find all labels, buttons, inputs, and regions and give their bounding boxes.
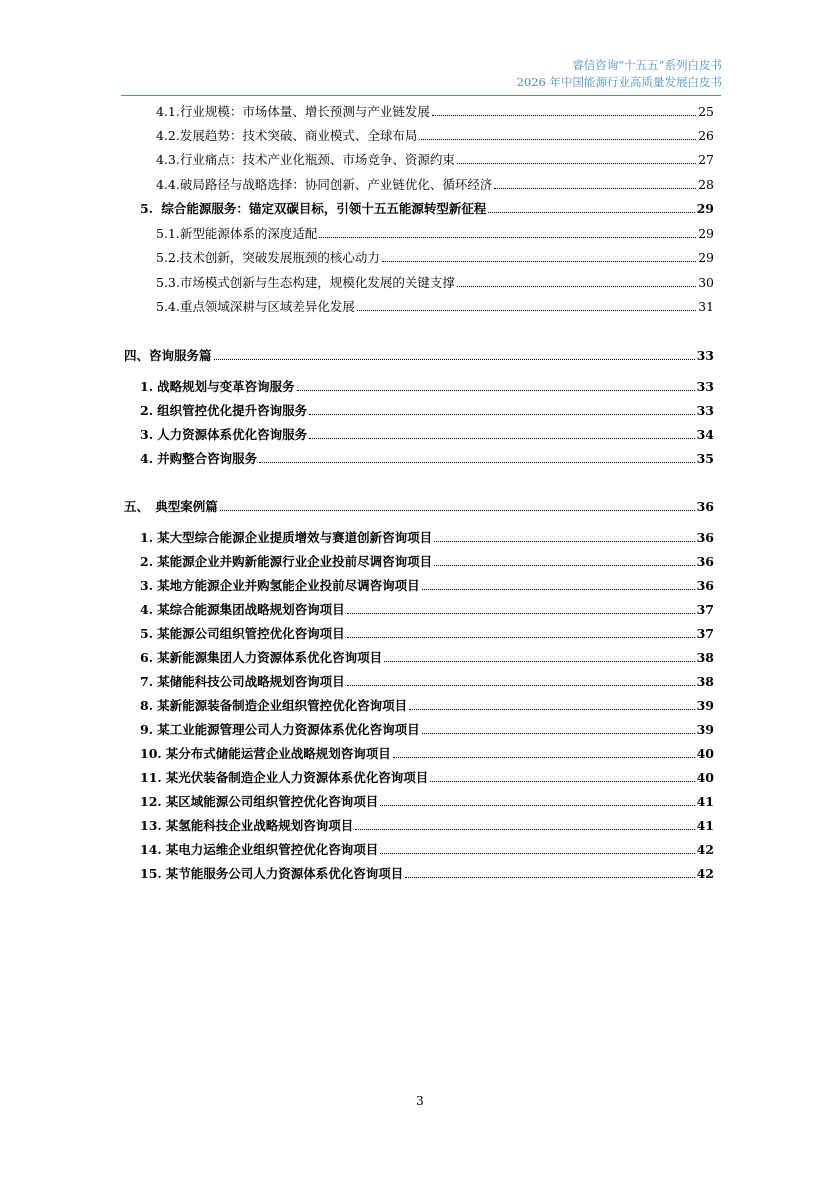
toc-leader-dots — [393, 757, 695, 758]
toc-leader-dots — [488, 212, 694, 213]
toc-entry-page: 36 — [696, 499, 714, 514]
toc-entry-title: 某氢能科技企业战略规划咨询项目 — [165, 818, 354, 833]
page-number: 3 — [416, 1094, 424, 1108]
toc-leader-dots — [259, 462, 695, 463]
toc-entry-title: 某新能源集团人力资源体系优化咨询项目 — [157, 650, 383, 665]
toc-entry-title: 4.2.发展趋势：技术突破、商业模式、全球布局 — [156, 128, 418, 143]
toc-entry-number: 6. — [140, 650, 154, 665]
toc-entry-page: 42 — [696, 866, 714, 881]
toc-entry-number: 10. — [140, 746, 162, 761]
toc-case-3[interactable] — [140, 576, 714, 594]
toc-entry-page: 37 — [696, 626, 714, 641]
toc-entry-number: 1. — [140, 530, 154, 545]
toc-entry-title: 综合能源服务：锚定双碳目标，引领十五五能源转型新征程 — [161, 201, 487, 216]
toc-entry-number: 3. — [140, 578, 154, 593]
toc-case-13[interactable] — [140, 816, 714, 834]
toc-entry-page: 40 — [696, 770, 714, 785]
toc-entry-number: 13. — [140, 818, 162, 833]
toc-case-11[interactable] — [140, 768, 714, 786]
toc-part-4[interactable] — [124, 346, 714, 364]
toc-leader-dots — [347, 685, 695, 686]
toc-entry-page: 34 — [696, 427, 714, 442]
toc-entry-number: 11. — [140, 770, 162, 785]
toc-leader-dots — [309, 414, 695, 415]
toc-entry-4-3[interactable] — [156, 150, 714, 168]
toc-entry-title: 某能源企业并购新能源行业企业投前尽调咨询项目 — [157, 554, 433, 569]
toc-entry-4-4[interactable] — [156, 175, 714, 193]
toc-entry-number: 7. — [140, 674, 154, 689]
toc-entry-title: 某工业能源管理公司人力资源体系优化咨询项目 — [157, 722, 420, 737]
toc-entry-title: 某地方能源企业并购氢能企业投前尽调咨询项目 — [157, 578, 420, 593]
toc-entry-number: 9. — [140, 722, 154, 737]
toc-entry-4-2[interactable] — [156, 126, 714, 144]
toc-entry-title: 某大型综合能源企业提质增效与赛道创新咨询项目 — [157, 530, 433, 545]
toc-entry-page: 42 — [696, 842, 714, 857]
toc-case-4[interactable] — [140, 600, 714, 618]
toc-entry-page: 30 — [698, 275, 714, 290]
toc-entry-title: 5.3.市场模式创新与生态构建，规模化发展的关键支撑 — [156, 275, 455, 290]
toc-case-10[interactable] — [140, 744, 714, 762]
toc-case-12[interactable] — [140, 792, 714, 810]
toc-entry-title: 战略规划与变革咨询服务 — [157, 379, 295, 394]
toc-entry-4-service-1[interactable] — [140, 377, 714, 395]
toc-entry-number: 5. — [140, 626, 154, 641]
toc-entry-number: 4. — [140, 602, 154, 617]
toc-entry-page: 38 — [696, 674, 714, 689]
toc-leader-dots — [434, 565, 695, 566]
toc-leader-dots — [357, 310, 696, 311]
toc-entry-4-service-4[interactable] — [140, 449, 714, 467]
toc-leader-dots — [434, 541, 695, 542]
toc-entry-title: 某分布式储能运营企业战略规划咨询项目 — [165, 746, 391, 761]
toc-entry-5-3[interactable] — [156, 273, 714, 291]
toc-leader-dots — [432, 115, 696, 116]
toc-entry-title: 某储能科技公司战略规划咨询项目 — [157, 674, 345, 689]
toc-entry-title: 4.3.行业痛点：技术产业化瓶颈、市场竞争、资源约束 — [156, 152, 455, 167]
toc-leader-dots — [457, 286, 696, 287]
toc-case-7[interactable] — [140, 672, 714, 690]
toc-entry-page: 40 — [696, 746, 714, 761]
toc-leader-dots — [297, 390, 695, 391]
toc-entry-page: 29 — [698, 250, 714, 265]
toc-entry-page: 36 — [696, 554, 714, 569]
toc-entry-title: 5.2.技术创新，突破发展瓶颈的核心动力 — [156, 250, 380, 265]
toc-entry-number: 5. — [140, 201, 154, 216]
toc-leader-dots — [405, 877, 694, 878]
toc-leader-dots — [419, 139, 696, 140]
toc-leader-dots — [220, 510, 695, 511]
toc-case-14[interactable] — [140, 840, 714, 858]
header-series-title: 睿信咨询“十五五”系列白皮书 — [572, 58, 722, 72]
toc-entry-4-1[interactable] — [156, 102, 714, 120]
toc-leader-dots — [309, 438, 695, 439]
toc-entry-page: 33 — [696, 403, 714, 418]
toc-leader-dots — [382, 261, 696, 262]
toc-leader-dots — [422, 589, 695, 590]
toc-case-2[interactable] — [140, 552, 714, 570]
toc-entry-page: 35 — [696, 451, 714, 466]
toc-entry-5-1[interactable] — [156, 224, 714, 242]
toc-entry-number: 14. — [140, 842, 162, 857]
toc-entry-title: 某综合能源集团战略规划咨询项目 — [157, 602, 345, 617]
toc-entry-number: 2. — [140, 403, 154, 418]
toc-leader-dots — [457, 163, 696, 164]
toc-entry-title: 4.1.行业规模：市场体量、增长预测与产业链发展 — [156, 104, 430, 119]
toc-entry-number: 8. — [140, 698, 154, 713]
toc-leader-dots — [355, 829, 694, 830]
toc-entry-page: 31 — [698, 299, 714, 314]
toc-leader-dots — [380, 805, 694, 806]
toc-entry-title: 某区域能源公司组织管控优化咨询项目 — [165, 794, 379, 809]
header-report-title: 2026 年中国能源行业高质量发展白皮书 — [516, 75, 722, 89]
toc-entry-title: 并购整合咨询服务 — [157, 451, 258, 466]
toc-entry-4-service-2[interactable] — [140, 401, 714, 419]
toc-case-9[interactable] — [140, 720, 714, 738]
toc-entry-title: 组织管控优化提升咨询服务 — [157, 403, 308, 418]
toc-case-5[interactable] — [140, 624, 714, 642]
toc-entry-page: 36 — [696, 578, 714, 593]
toc-entry-title: 某电力运维企业组织管控优化咨询项目 — [165, 842, 379, 857]
toc-leader-dots — [214, 359, 695, 360]
page-header — [517, 57, 722, 91]
toc-entry-title: 某新能源装备制造企业组织管控优化咨询项目 — [157, 698, 408, 713]
toc-entry-page: 37 — [696, 602, 714, 617]
toc-part-title: 四、咨询服务篇 — [124, 348, 212, 363]
toc-part-5[interactable] — [124, 497, 714, 515]
toc-entry-page: 41 — [696, 818, 714, 833]
toc-entry-5-4[interactable] — [156, 297, 714, 315]
toc-entry-title: 某光伏装备制造企业人力资源体系优化咨询项目 — [165, 770, 429, 785]
toc-entry-page: 36 — [696, 530, 714, 545]
toc-entry-5-2[interactable] — [156, 248, 714, 266]
toc-leader-dots — [384, 661, 695, 662]
toc-case-15[interactable] — [140, 864, 714, 882]
toc-entry-number: 2. — [140, 554, 154, 569]
toc-entry-page: 29 — [696, 201, 714, 216]
toc-entry-title: 某节能服务公司人力资源体系优化咨询项目 — [165, 866, 404, 881]
toc-entry-number: 4. — [140, 451, 154, 466]
toc-entry-title: 5.1.新型能源体系的深度适配 — [156, 226, 318, 241]
toc-entry-page: 39 — [696, 722, 714, 737]
toc-leader-dots — [347, 637, 695, 638]
toc-case-8[interactable] — [140, 696, 714, 714]
toc-entry-page: 26 — [698, 128, 714, 143]
toc-leader-dots — [409, 709, 695, 710]
toc-entry-title: 5.4.重点领域深耕与区域差异化发展 — [156, 299, 355, 314]
toc-entry-page: 27 — [698, 152, 714, 167]
toc-entry-title: 人力资源体系优化咨询服务 — [157, 427, 308, 442]
toc-entry-number: 12. — [140, 794, 162, 809]
toc-leader-dots — [494, 188, 696, 189]
toc-leader-dots — [422, 733, 695, 734]
toc-entry-title: 某能源公司组织管控优化咨询项目 — [157, 626, 345, 641]
toc-entry-section-5[interactable] — [140, 199, 714, 217]
toc-entry-page: 29 — [698, 226, 714, 241]
toc-entry-page: 25 — [698, 104, 714, 119]
toc-part-title: 五、 典型案例篇 — [124, 499, 218, 514]
toc-entry-page: 28 — [698, 177, 714, 192]
toc-leader-dots — [430, 781, 694, 782]
header-rule — [121, 95, 721, 96]
toc-leader-dots — [319, 237, 696, 238]
toc-entry-title: 4.4.破局路径与战略选择：协同创新、产业链优化、循环经济 — [156, 177, 493, 192]
toc-entry-4-service-3[interactable] — [140, 425, 714, 443]
toc-entry-page: 38 — [696, 650, 714, 665]
toc-entry-page: 33 — [696, 348, 714, 363]
toc-entry-page: 41 — [696, 794, 714, 809]
toc-leader-dots — [380, 853, 694, 854]
toc-case-6[interactable] — [140, 648, 714, 666]
toc-entry-number: 3. — [140, 427, 154, 442]
toc-entry-page: 39 — [696, 698, 714, 713]
toc-case-1[interactable] — [140, 528, 714, 546]
toc-entry-number: 15. — [140, 866, 162, 881]
toc-entry-page: 33 — [696, 379, 714, 394]
toc-entry-number: 1. — [140, 379, 154, 394]
toc-leader-dots — [347, 613, 695, 614]
